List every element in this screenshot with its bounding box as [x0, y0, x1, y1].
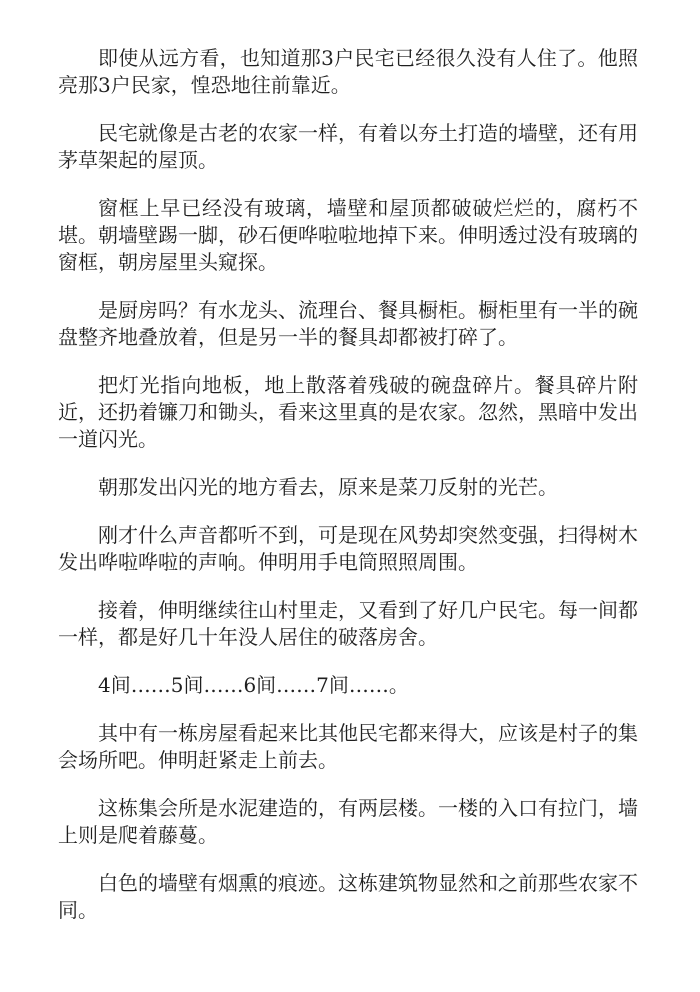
paragraph: 民宅就像是古老的农家一样，有着以夯土打造的墙壁，还有用茅草架起的屋顶。: [58, 121, 638, 172]
paragraph: 刚才什么声音都听不到，可是现在风势却突然变强，扫得树木发出哗啦哗啦的声响。伸明用手电筒照照周围。: [58, 523, 638, 574]
paragraph: 即使从远方看，也知道那3户民宅已经很久没有人住了。他照亮那3户民家，惶恐地往前靠近。: [58, 46, 638, 97]
paragraph: 是厨房吗？有水龙头、流理台、餐具橱柜。橱柜里有一半的碗盘整齐地叠放着，但是另一半的餐具却都被打碎了。: [58, 298, 638, 349]
paragraph: 窗框上早已经没有玻璃，墙壁和屋顶都破破烂烂的，腐朽不堪。朝墙壁踢一脚，砂石便哗啦啦地掉下来。伸明透过没有玻璃的窗框，朝房屋里头窥探。: [58, 196, 638, 274]
paragraph: 朝那发出闪光的地方看去，原来是菜刀反射的光芒。: [98, 475, 558, 499]
paragraph: 其中有一栋房屋看起来比其他民宅都来得大，应该是村子的集会场所吧。伸明赶紧走上前去。: [58, 721, 638, 772]
page-text-block: [58, 45, 638, 924]
paragraph: 4间……5间……6间……7间……。: [98, 673, 409, 697]
paragraph: 这栋集会所是水泥建造的，有两层楼。一楼的入口有拉门，墙上则是爬着藤蔓。: [58, 796, 638, 847]
paragraph: 把灯光指向地板，地上散落着残破的碗盘碎片。餐具碎片附近，还扔着镰刀和锄头，看来这里真的是农家。忽然，黑暗中发出一道闪光。: [58, 373, 638, 451]
paragraph: 白色的墙壁有烟熏的痕迹。这栋建筑物显然和之前那些农家不同。: [58, 871, 638, 922]
paragraph: 接着，伸明继续往山村里走，又看到了好几户民宅。每一间都一样，都是好几十年没人居住的破落房舍。: [58, 598, 638, 649]
